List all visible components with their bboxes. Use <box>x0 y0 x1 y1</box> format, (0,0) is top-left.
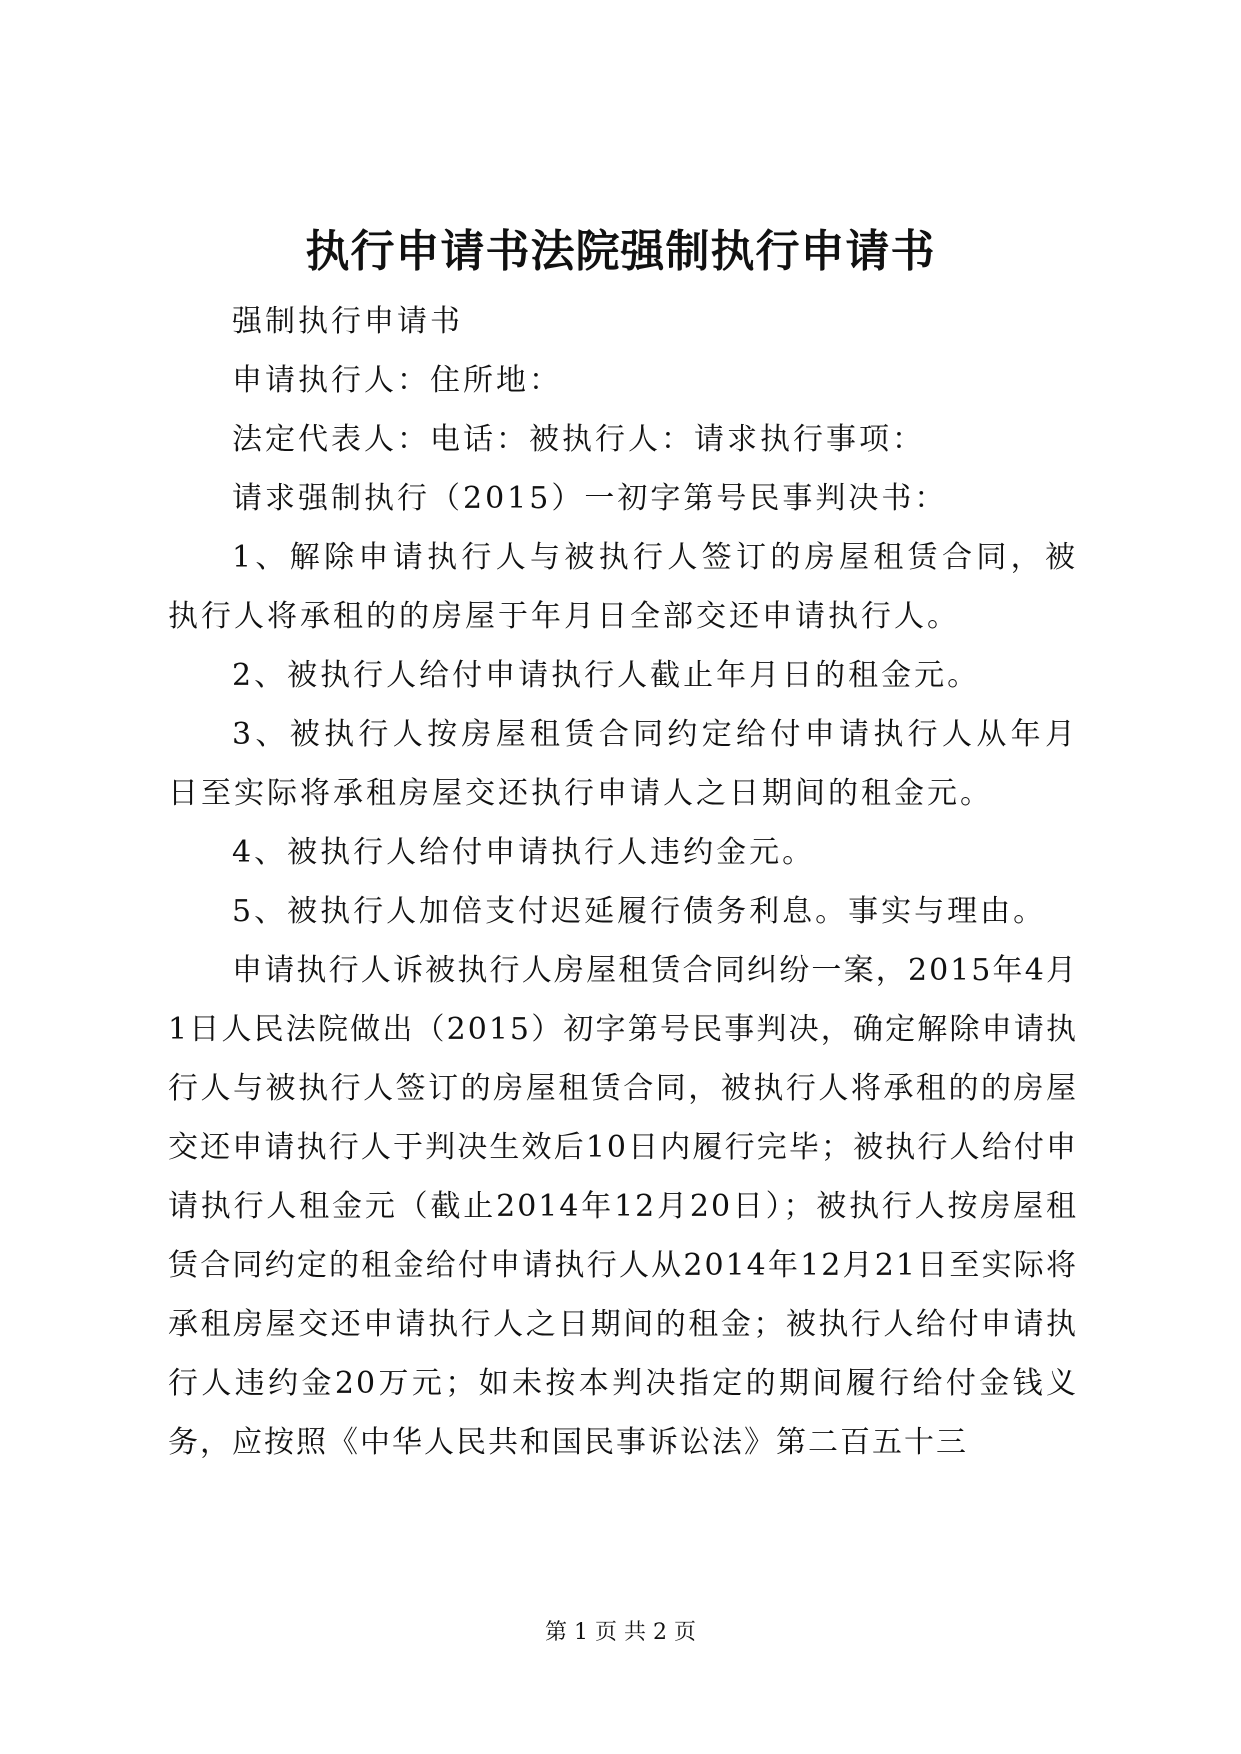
paragraph-item-5: 5、被执行人加倍支付迟延履行债务利息。事实与理由。 <box>232 894 1047 929</box>
paragraph-item-3: 3、被执行人按房屋租赁合同约定给付申请执行人从年月日至实际将承租房屋交还执行申请人之日期间的租金元。 <box>168 717 1078 811</box>
paragraph-request: 请求强制执行（2015）一初字第号民事判决书： <box>232 481 948 516</box>
paragraph-item-2: 2、被执行人给付申请执行人截止年月日的租金元。 <box>232 658 981 693</box>
paragraph-item-1: 1、解除申请执行人与被执行人签订的房屋租赁合同，被执行人将承租的的房屋于年月日全部交还申请执行人。 <box>168 540 1078 634</box>
document-body <box>168 292 1078 1472</box>
paragraph-facts: 申请执行人诉被执行人房屋租赁合同纠纷一案，2015年4月1日人民法院做出（2015）初字第号民事判决，确定解除申请执行人与被执行人签订的房屋租赁合同，被执行人将承租的的房屋交还申请执行人于判决生效后10日内履行完毕；被执行人给付申请执行人租金元（截止2014年12月20日）；被执行人按房屋租赁合同约定的租金给付申请执行人从2014年12月21日至实际将承租房屋交还申请执行人之日期间的租金；被执行人给付申请执行人违约金20万元；如未按本判决指定的期间履行给付金钱义务，应按照《中华人民共和国民事诉讼法》第二百五十三 <box>168 953 1078 1460</box>
page-number: 第 1 页 共 2 页 <box>545 1620 696 1645</box>
paragraph-representative: 法定代表人：电话：被执行人：请求执行事项： <box>232 422 925 457</box>
paragraph-applicant: 申请执行人：住所地： <box>232 363 562 398</box>
page-title: 执行申请书法院强制执行申请书 <box>305 226 936 277</box>
paragraph-heading: 强制执行申请书 <box>232 304 463 339</box>
paragraph-item-4: 4、被执行人给付申请执行人违约金元。 <box>232 835 816 870</box>
